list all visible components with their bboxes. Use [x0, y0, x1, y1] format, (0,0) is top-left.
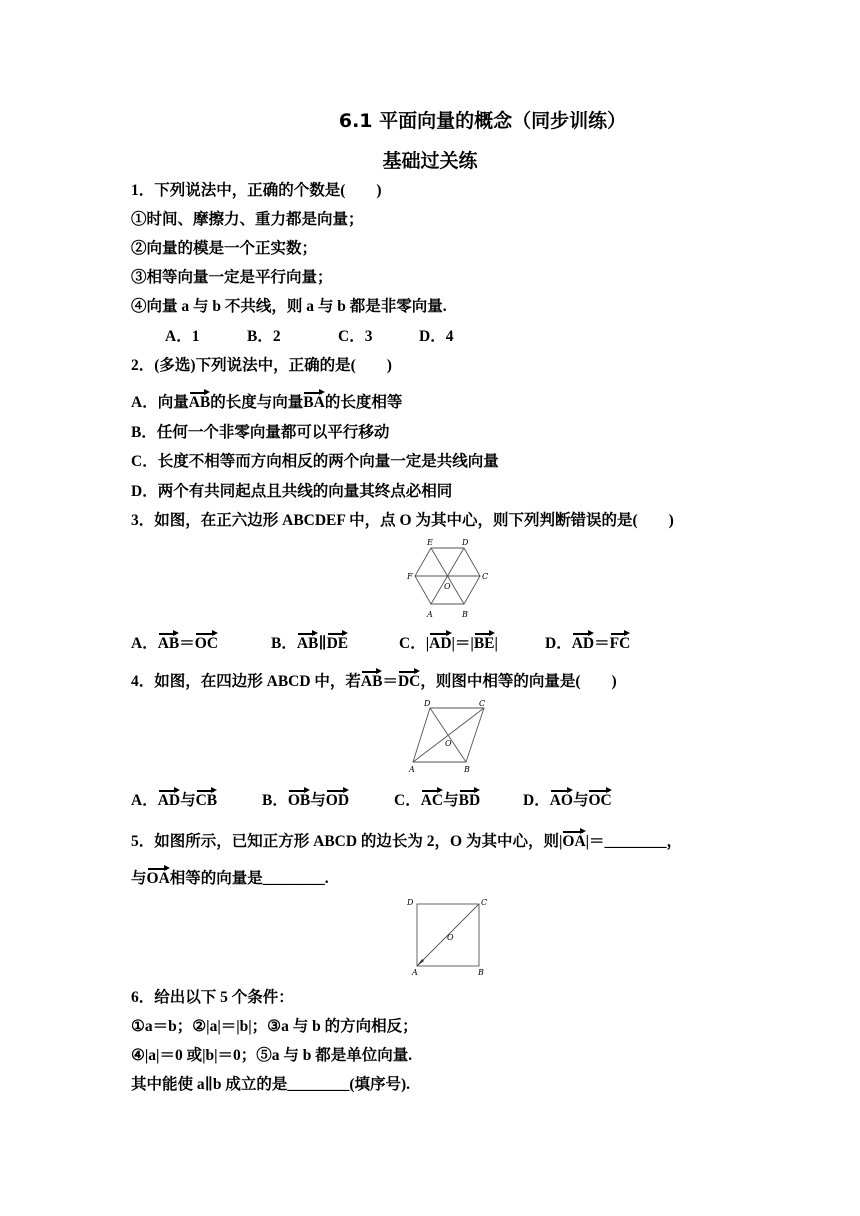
- q4-option-d: D．AO与OC: [523, 792, 612, 809]
- q1-option-b: B．2: [247, 328, 281, 345]
- q2-option-a: A．向量AB的长度与向量BA的长度相等: [131, 394, 403, 411]
- parallelogram-figure: [405, 699, 495, 776]
- q1-option-a: A．1: [165, 328, 200, 345]
- vector-ab: AB: [188, 394, 211, 411]
- q5-line-2: 与OA相等的向量是________.: [131, 870, 329, 887]
- q1-stem: 1．下列说法中，正确的个数是( ): [131, 182, 382, 199]
- page-title: 6.1 平面向量的概念（同步训练）: [338, 110, 627, 132]
- quad-label-a: A: [409, 765, 415, 774]
- q5-line-1: 5．如图所示，已知正方形 ABCD 的边长为 2，O 为其中心，则|OA|＝________，: [131, 833, 683, 850]
- section-subtitle: 基础过关练: [382, 150, 478, 172]
- q6-stem: 6．给出以下 5 个条件：: [131, 989, 294, 1006]
- square-label-c: C: [481, 898, 488, 907]
- vector-ba: BA: [303, 394, 325, 411]
- hex-label-o: O: [444, 582, 451, 591]
- q4-option-b: B．OB与OD: [262, 792, 350, 809]
- hex-label-c: C: [482, 572, 489, 581]
- q1-statement-3: ③相等向量一定是平行向量；: [131, 269, 333, 286]
- q3-stem: 3．如图，在正六边形 ABCDEF 中，点 O 为其中心，则下列判断错误的是( ): [131, 512, 674, 529]
- quad-label-b: B: [464, 765, 470, 774]
- quad-label-c: C: [479, 699, 486, 708]
- square-label-b: B: [478, 968, 484, 977]
- q2-stem: 2．(多选)下列说法中，正确的是( ): [131, 357, 392, 374]
- q6-line-1: ①a＝b；②|a|＝|b|；③a 与 b 的方向相反；: [131, 1018, 418, 1035]
- hex-label-d: D: [462, 538, 469, 547]
- quad-label-o: O: [445, 739, 452, 748]
- hex-label-b: B: [462, 610, 468, 619]
- hex-label-a: A: [427, 610, 433, 619]
- q3-option-b: B．AB∥DE: [271, 635, 349, 652]
- q3-options: [131, 634, 630, 654]
- q1-statement-4: ④向量 a 与 b 不共线，则 a 与 b 都是非零向量.: [131, 298, 447, 315]
- q3-option-d: D．AD＝FC: [545, 635, 631, 652]
- hex-label-e: E: [427, 538, 433, 547]
- q3-option-a: A．AB＝OC: [131, 635, 219, 652]
- q1-statement-1: ①时间、摩擦力、重力都是向量；: [131, 211, 364, 228]
- q2-option-c: C．长度不相等而方向相反的两个向量一定是共线向量: [131, 453, 499, 470]
- q4-option-a: A．AD与CB: [131, 792, 218, 809]
- q6-line-3: 其中能使 a∥b 成立的是________(填序号).: [131, 1076, 411, 1093]
- q1-options: [165, 327, 453, 347]
- q1-statement-2: ②向量的模是一个正实数；: [131, 240, 318, 257]
- quad-label-d: D: [424, 699, 431, 708]
- hexagon-figure: [402, 537, 494, 621]
- q1-option-d: D．4: [419, 328, 454, 345]
- hex-label-f: F: [407, 572, 413, 581]
- square-label-d: D: [407, 898, 414, 907]
- q3-option-c: C．|AD|＝|BE|: [399, 635, 498, 652]
- q4-stem: 4．如图，在四边形 ABCD 中，若AB＝DC，则图中相等的向量是( ): [131, 673, 617, 690]
- q1-option-c: C．3: [338, 328, 373, 345]
- q4-option-c: C．AC与BD: [394, 792, 481, 809]
- q2-option-b: B．任何一个非零向量都可以平行移动: [131, 424, 390, 441]
- square-label-o: O: [447, 933, 454, 942]
- square-label-a: A: [412, 968, 418, 977]
- square-figure: [405, 895, 489, 977]
- q4-options: [131, 791, 612, 811]
- q6-line-2: ④|a|＝0 或|b|＝0；⑤a 与 b 都是单位向量.: [131, 1047, 413, 1064]
- q2-option-d: D．两个有共同起点且共线的向量其终点必相同: [131, 483, 453, 500]
